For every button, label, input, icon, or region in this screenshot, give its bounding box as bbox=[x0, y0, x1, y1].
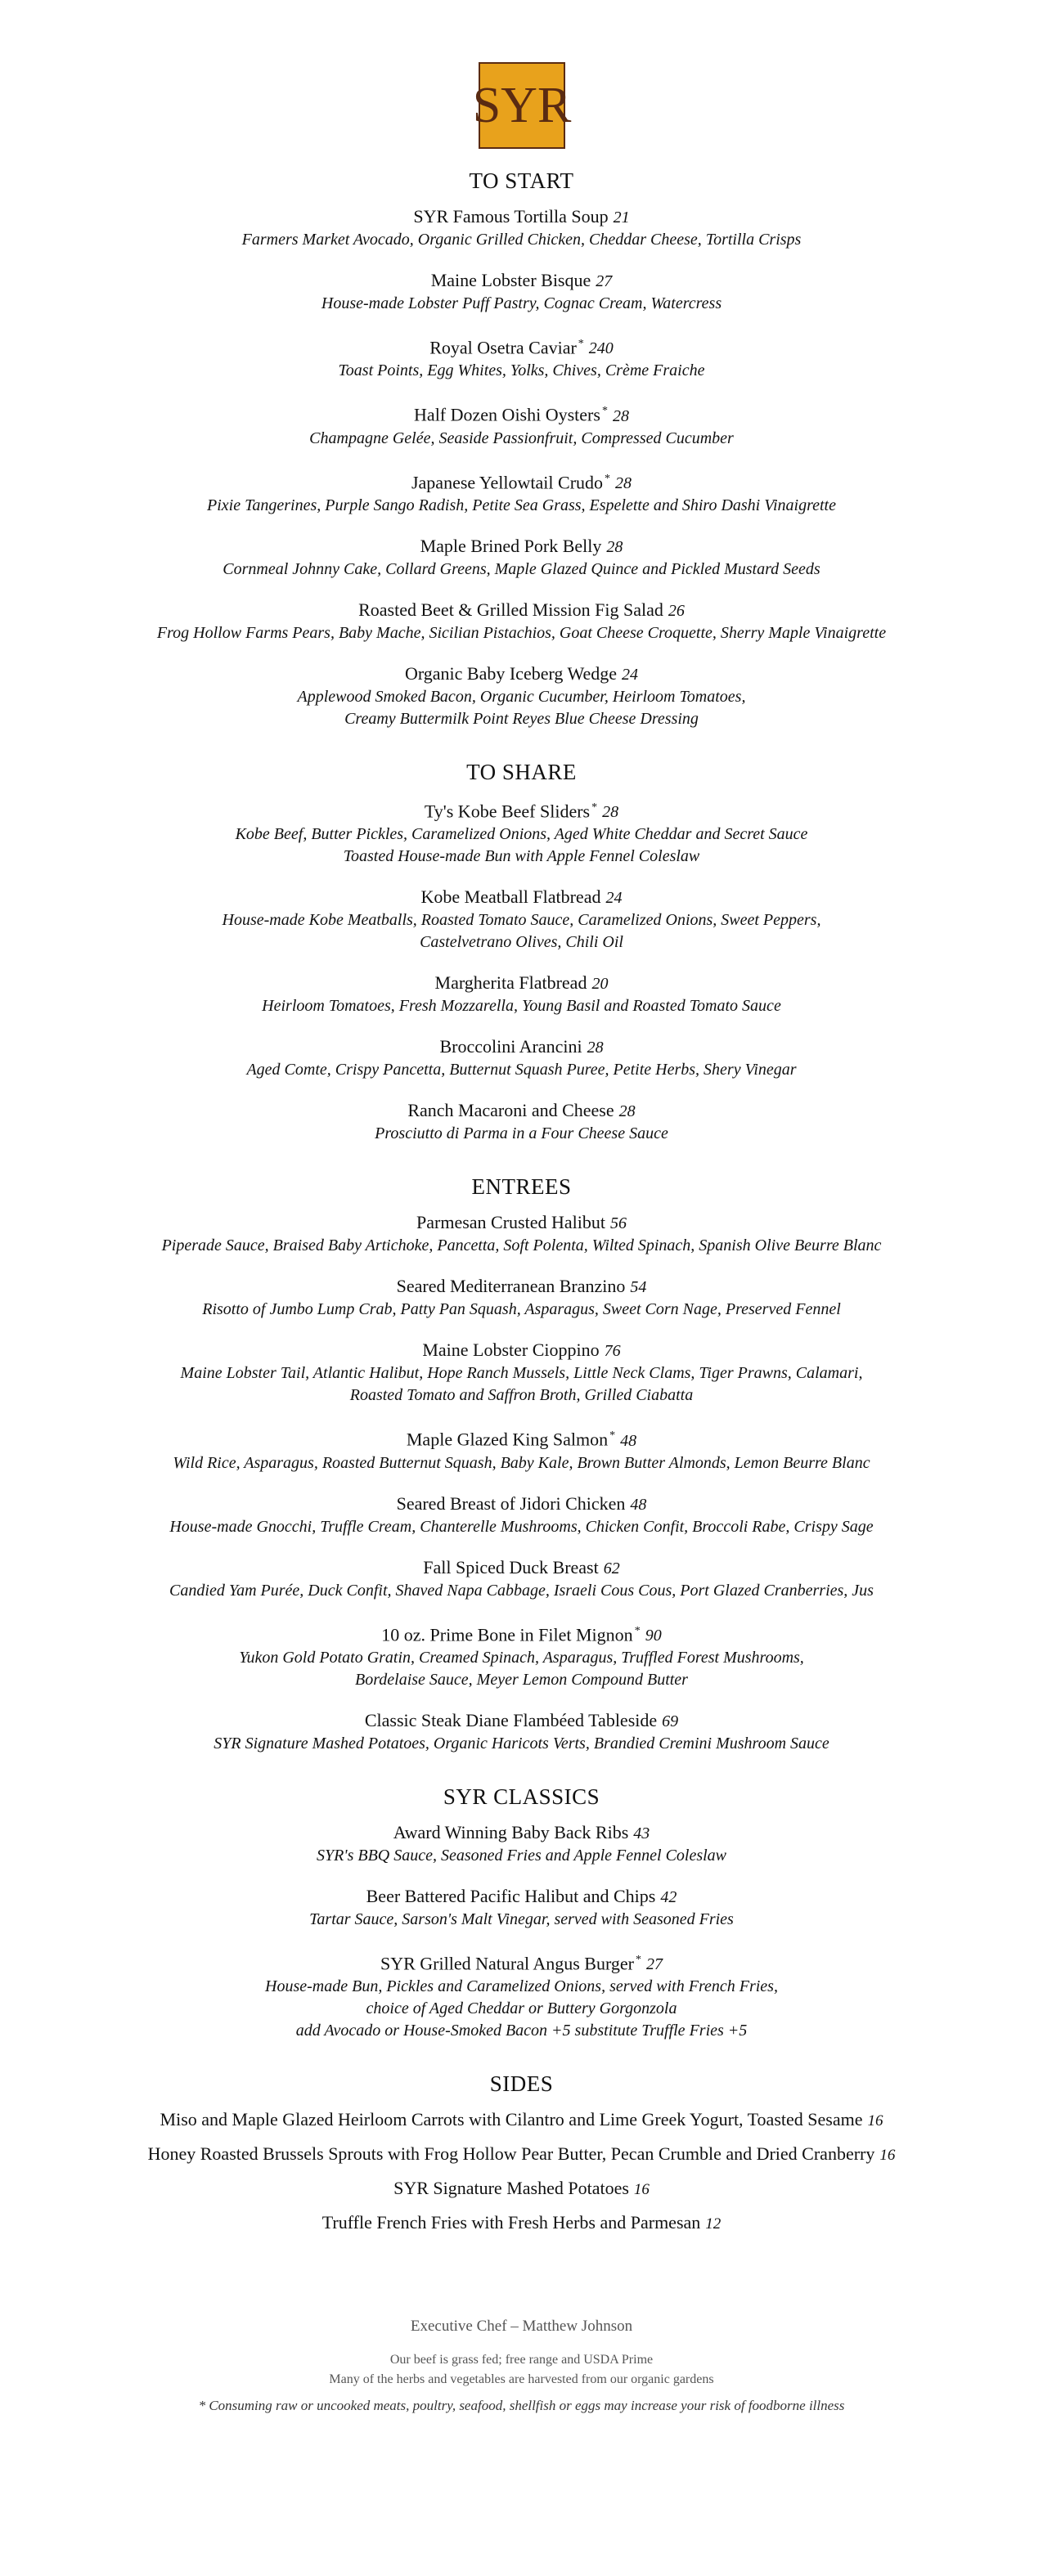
executive-chef: Executive Chef – Matthew Johnson bbox=[410, 2318, 633, 2336]
menu-item-price: 28 bbox=[606, 537, 623, 556]
menu-item bbox=[0, 1211, 1043, 1257]
section-title: TO SHARE bbox=[466, 759, 577, 784]
menu-item-title-line bbox=[0, 797, 1043, 824]
menu-item-name: SYR Grilled Natural Angus Burger bbox=[380, 1953, 634, 1974]
menu-item-title-line bbox=[0, 1949, 1043, 1976]
menu-item-price: 62 bbox=[603, 1559, 620, 1577]
side-item-price: 12 bbox=[705, 2215, 722, 2233]
menu-item bbox=[0, 1885, 1043, 1931]
menu-item-price: 54 bbox=[630, 1278, 647, 1297]
syr-logo bbox=[472, 62, 571, 149]
menu-item-name: Ranch Macaroni and Cheese bbox=[407, 1100, 614, 1121]
menu-item-description: Applewood Smoked Bacon, Organic Cucumber, Heirloom Tomatoes, bbox=[297, 687, 746, 706]
menu-item-name: Maple Glazed King Salmon bbox=[406, 1429, 609, 1450]
menu-item-name: Maple Brined Pork Belly bbox=[420, 535, 602, 556]
section-title: TO START bbox=[469, 168, 574, 193]
menu-item bbox=[0, 1556, 1043, 1602]
menu-item-description: Wild Rice, Asparagus, Roasted Butternut Squash, Baby Kale, Brown Butter Almonds, Lemon Beurre Blanc bbox=[173, 1453, 870, 1472]
raw-warning-asterisk: * bbox=[591, 801, 598, 814]
syr-monogram-icon bbox=[472, 68, 571, 143]
menu-item-title-line bbox=[0, 1339, 1043, 1362]
menu-item-description: Toast Points, Egg Whites, Yolks, Chives, Crème Fraiche bbox=[338, 361, 705, 380]
menu-item-description: Castelvetrano Olives, Chili Oil bbox=[420, 933, 623, 952]
menu-item-price: 28 bbox=[615, 473, 632, 492]
menu-item-title-line bbox=[0, 1885, 1043, 1909]
menu-item-title-line bbox=[0, 1211, 1043, 1235]
menu-item-description: Roasted Tomato and Saffron Broth, Grilled Ciabatta bbox=[349, 1386, 694, 1405]
menu-sections bbox=[0, 150, 1043, 2042]
menu-item bbox=[0, 1035, 1043, 1081]
menu-item-name: Royal Osetra Caviar bbox=[429, 337, 577, 358]
menu-item-price: 24 bbox=[622, 665, 639, 684]
menu-item-title-line bbox=[0, 1425, 1043, 1452]
menu-item bbox=[0, 1425, 1043, 1474]
menu-item-name: Ty's Kobe Beef Sliders bbox=[424, 801, 591, 822]
menu-item-name: Maine Lobster Cioppino bbox=[422, 1340, 600, 1361]
menu-item-description: House-made Kobe Meatballs, Roasted Tomato Sauce, Caramelized Onions, Sweet Peppers, bbox=[222, 911, 821, 930]
menu-item-price: 21 bbox=[613, 209, 630, 227]
menu-item bbox=[0, 468, 1043, 517]
menu-item-description: Heirloom Tomatoes, Fresh Mozzarella, Young Basil and Roasted Tomato Sauce bbox=[262, 997, 781, 1016]
menu-item-price: 27 bbox=[596, 272, 613, 290]
menu-item bbox=[0, 269, 1043, 315]
section-title: ENTREES bbox=[471, 1174, 572, 1200]
menu-item-price: 240 bbox=[588, 339, 614, 358]
side-item-name: Truffle French Fries with Fresh Herbs and Parmesan bbox=[321, 2212, 701, 2233]
menu-item-name: Seared Breast of Jidori Chicken bbox=[396, 1492, 626, 1514]
footer bbox=[0, 2318, 1043, 2414]
menu-item-description: Aged Comte, Crispy Pancetta, Butternut Squash Puree, Petite Herbs, Shery Vinegar bbox=[246, 1061, 797, 1079]
menu-item bbox=[0, 797, 1043, 868]
menu-item-description: Bordelaise Sauce, Meyer Lemon Compound Butter bbox=[355, 1670, 688, 1689]
menu-item-name: Margherita Flatbread bbox=[434, 972, 587, 994]
menu-item-price: 28 bbox=[618, 1102, 636, 1121]
logo-wrap bbox=[0, 0, 1043, 150]
menu-item-price: 20 bbox=[591, 975, 609, 994]
menu-item-description: Kobe Beef, Butter Pickles, Caramelized Onions, Aged White Cheddar and Secret Sauce bbox=[235, 825, 808, 844]
menu-item-name: Parmesan Crusted Halibut bbox=[416, 1212, 605, 1233]
raw-warning-asterisk: * bbox=[601, 405, 608, 418]
menu-item-name: Broccolini Arancini bbox=[439, 1036, 582, 1057]
raw-warning-asterisk: * bbox=[605, 472, 611, 485]
menu-item-price: 28 bbox=[612, 406, 629, 425]
menu-item-title-line bbox=[0, 400, 1043, 427]
side-item bbox=[0, 2143, 1043, 2167]
health-disclaimer: * Consuming raw or uncooked meats, poultry, seafood, shellfish or eggs may increase your risk of foodborne illness bbox=[198, 2398, 845, 2414]
menu-item-title-line bbox=[0, 1099, 1043, 1123]
menu-item bbox=[0, 1099, 1043, 1145]
menu-item-title-line bbox=[0, 1620, 1043, 1647]
menu-item-title-line bbox=[0, 269, 1043, 293]
side-item-price: 16 bbox=[633, 2181, 650, 2199]
menu-item-title-line bbox=[0, 1821, 1043, 1845]
menu-item-price: 26 bbox=[668, 601, 685, 620]
section-title: SYR CLASSICS bbox=[443, 1784, 600, 1809]
menu-item-title-line bbox=[0, 1709, 1043, 1733]
menu-item-title-line bbox=[0, 662, 1043, 686]
raw-warning-asterisk: * bbox=[578, 338, 584, 350]
raw-warning-asterisk: * bbox=[609, 1429, 616, 1443]
menu-item-price: 69 bbox=[662, 1712, 679, 1730]
menu-item-name: Half Dozen Oishi Oysters bbox=[414, 404, 600, 425]
menu-item-title-line bbox=[0, 333, 1043, 360]
menu-item-description: SYR Signature Mashed Potatoes, Organic Haricots Verts, Brandied Cremini Mushroom Sauce bbox=[214, 1734, 829, 1752]
raw-warning-asterisk: * bbox=[634, 1624, 641, 1637]
menu-item-price: 42 bbox=[660, 1887, 677, 1906]
menu-item-description: House-made Gnocchi, Truffle Cream, Chanterelle Mushrooms, Chicken Confit, Broccoli Rabe, Crispy Sage bbox=[169, 1517, 874, 1536]
menu-item-name: Classic Steak Diane Flambéed Tableside bbox=[364, 1709, 658, 1730]
menu-item-price: 76 bbox=[604, 1342, 621, 1361]
side-item-price: 16 bbox=[879, 2147, 896, 2165]
menu-item-title-line bbox=[0, 1035, 1043, 1059]
side-item-name: Miso and Maple Glazed Heirloom Carrots with Cilantro and Lime Greek Yogurt, Toasted Sesame bbox=[160, 2109, 863, 2130]
menu-item bbox=[0, 972, 1043, 1017]
menu-item-description: Champagne Gelée, Seaside Passionfruit, Compressed Cucumber bbox=[309, 429, 734, 447]
menu-item-title-line bbox=[0, 886, 1043, 909]
menu-item-description: SYR's BBQ Sauce, Seasoned Fries and Apple Fennel Coleslaw bbox=[316, 1846, 727, 1865]
menu-item bbox=[0, 205, 1043, 251]
menu-item-price: 27 bbox=[646, 1955, 663, 1974]
menu-item-name: SYR Famous Tortilla Soup bbox=[413, 206, 609, 227]
menu-item bbox=[0, 662, 1043, 730]
raw-warning-asterisk: * bbox=[636, 1953, 641, 1966]
side-item-name: SYR Signature Mashed Potatoes bbox=[393, 2178, 629, 2199]
menu-item bbox=[0, 400, 1043, 449]
menu-item bbox=[0, 1339, 1043, 1407]
menu-item bbox=[0, 535, 1043, 581]
menu-item-title-line bbox=[0, 599, 1043, 622]
menu-item-name: Seared Mediterranean Branzino bbox=[396, 1276, 626, 1297]
menu-item bbox=[0, 1620, 1043, 1691]
menu-item-description: Yukon Gold Potato Gratin, Creamed Spinach, Asparagus, Truffled Forest Mushrooms, bbox=[239, 1648, 804, 1667]
side-item bbox=[0, 2177, 1043, 2201]
menu-item-description: Cornmeal Johnny Cake, Collard Greens, Maple Glazed Quince and Pickled Mustard Seeds bbox=[223, 559, 820, 578]
menu-item-title-line bbox=[0, 205, 1043, 229]
menu-item-price: 56 bbox=[609, 1214, 627, 1233]
menu-item-price: 48 bbox=[630, 1495, 647, 1514]
menu-item-description: Farmers Market Avocado, Organic Grilled Chicken, Cheddar Cheese, Tortilla Crisps bbox=[241, 231, 802, 249]
menu-item-description: Pixie Tangerines, Purple Sango Radish, Petite Sea Grass, Espelette and Shiro Dashi Vinaigrette bbox=[207, 496, 836, 514]
menu-item-name: Kobe Meatball Flatbread bbox=[420, 886, 601, 908]
menu-item bbox=[0, 1709, 1043, 1755]
menu-item bbox=[0, 1821, 1043, 1867]
menu-item bbox=[0, 333, 1043, 382]
menu-item-description: Prosciutto di Parma in a Four Cheese Sauce bbox=[375, 1124, 668, 1143]
side-item bbox=[0, 2108, 1043, 2133]
menu-item-description: choice of Aged Cheddar or Buttery Gorgonzola bbox=[366, 1999, 677, 2018]
menu-item-title-line bbox=[0, 1556, 1043, 1580]
menu-item-price: 48 bbox=[620, 1431, 637, 1450]
menu-item-description: House-made Lobster Puff Pastry, Cognac Cream, Watercress bbox=[321, 294, 722, 312]
menu-item-description: Tartar Sauce, Sarson's Malt Vinegar, served with Seasoned Fries bbox=[309, 1910, 734, 1928]
menu-item bbox=[0, 1275, 1043, 1321]
menu-item-title-line bbox=[0, 972, 1043, 995]
menu-item-description: Risotto of Jumbo Lump Crab, Patty Pan Squash, Asparagus, Sweet Corn Nage, Preserved Fennel bbox=[202, 1300, 841, 1319]
menu-item-title-line bbox=[0, 1275, 1043, 1299]
menu-item-title-line bbox=[0, 535, 1043, 559]
menu-item-title-line bbox=[0, 1492, 1043, 1516]
menu-item-name: Award Winning Baby Back Ribs bbox=[393, 1821, 629, 1842]
beef-note: Our beef is grass fed; free range and USDA Prime bbox=[389, 2353, 654, 2367]
side-item-price: 16 bbox=[867, 2112, 883, 2130]
side-item-name: Honey Roasted Brussels Sprouts with Frog Hollow Pear Butter, Pecan Crumble and Dried Cranberry bbox=[147, 2143, 875, 2165]
menu-item-description: Candied Yam Purée, Duck Confit, Shaved Napa Cabbage, Israeli Cous Cous, Port Glazed Cranberries, Jus bbox=[169, 1581, 874, 1600]
logo-text: SYR bbox=[472, 78, 571, 133]
section-title-sides: SIDES bbox=[489, 2071, 554, 2097]
menu-item-price: 28 bbox=[602, 803, 619, 822]
gardens-note: Many of the herbs and vegetables are harvested from our organic gardens bbox=[329, 2372, 714, 2387]
menu-item-price: 43 bbox=[633, 1824, 650, 1842]
menu-item-name: Japanese Yellowtail Crudo bbox=[411, 471, 604, 492]
menu-item-description: Maine Lobster Tail, Atlantic Halibut, Hope Ranch Mussels, Little Neck Clams, Tiger Prawns, Calamari, bbox=[180, 1364, 863, 1383]
menu-item-description: Frog Hollow Farms Pears, Baby Mache, Sicilian Pistachios, Goat Cheese Croquette, Sherry Maple Vinaigrette bbox=[156, 623, 887, 642]
menu-item-description: Piperade Sauce, Braised Baby Artichoke, Pancetta, Soft Polenta, Wilted Spinach, Spanish Olive Beurre Blanc bbox=[161, 1236, 882, 1255]
sides-list bbox=[0, 2108, 1043, 2236]
menu-item-description: add Avocado or House-Smoked Bacon +5 substitute Truffle Fries +5 bbox=[295, 2022, 748, 2040]
menu-item-name: Roasted Beet & Grilled Mission Fig Salad bbox=[358, 599, 663, 620]
menu-item bbox=[0, 886, 1043, 954]
menu-item-name: 10 oz. Prime Bone in Filet Mignon bbox=[381, 1623, 633, 1645]
menu-item-price: 24 bbox=[605, 889, 623, 908]
menu-item-description: House-made Bun, Pickles and Caramelized Onions, served with French Fries, bbox=[265, 1977, 778, 1996]
menu-item-name: Fall Spiced Duck Breast bbox=[423, 1556, 599, 1577]
menu-item bbox=[0, 1492, 1043, 1538]
menu-item-description: Creamy Buttermilk Point Reyes Blue Cheese Dressing bbox=[344, 709, 699, 728]
menu-item-name: Beer Battered Pacific Halibut and Chips bbox=[366, 1885, 656, 1906]
menu-item-price: 90 bbox=[645, 1626, 662, 1645]
menu-item-price: 28 bbox=[587, 1039, 604, 1057]
menu-item bbox=[0, 1949, 1043, 2042]
menu-item bbox=[0, 599, 1043, 644]
menu-item-name: Maine Lobster Bisque bbox=[430, 270, 591, 290]
menu-item-description: Toasted House-made Bun with Apple Fennel Coleslaw bbox=[343, 847, 700, 866]
menu-item-name: Organic Baby Iceberg Wedge bbox=[404, 662, 618, 684]
menu-item-title-line bbox=[0, 468, 1043, 495]
side-item bbox=[0, 2211, 1043, 2236]
